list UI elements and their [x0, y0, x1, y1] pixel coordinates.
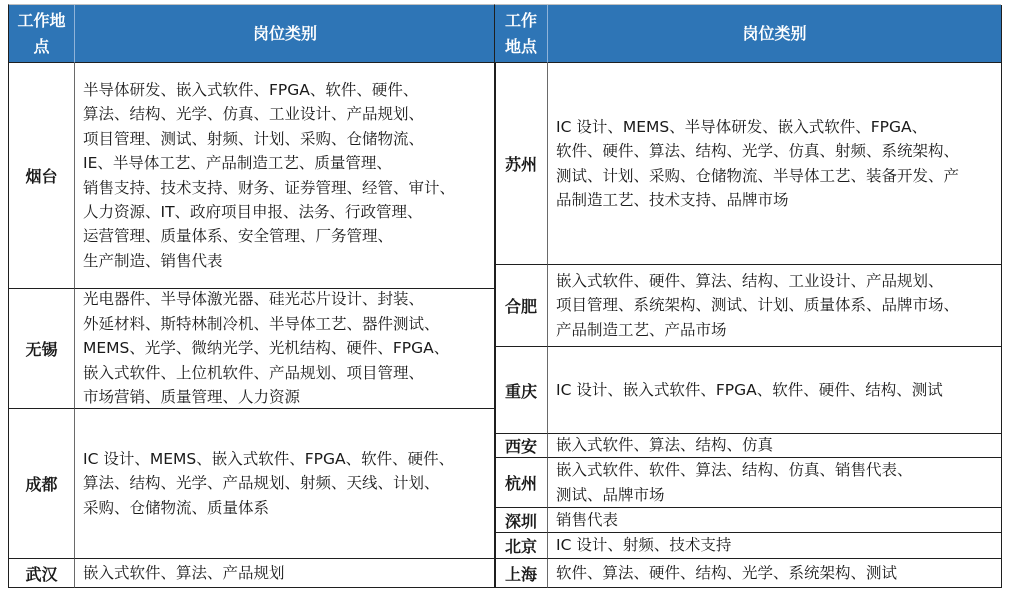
- category-cell: [75, 559, 496, 588]
- header-category-label: 岗位类别: [252, 23, 317, 43]
- category-line: 嵌入式软件、算法、结构、仿真: [556, 436, 774, 455]
- category-line: 人力资源、IT、政府项目申报、法务、行政管理、: [83, 202, 423, 221]
- category-cell: [548, 508, 1002, 533]
- location-cell: 北京: [495, 533, 548, 559]
- location-cell: 上海: [495, 559, 548, 588]
- category-line: 外延材料、斯特林制冷机、半导体工艺、器件测试、: [83, 314, 440, 333]
- category-cell: [548, 434, 1002, 458]
- location-cell: 杭州: [495, 458, 548, 508]
- category-cell: [548, 559, 1002, 588]
- location-cell: 西安: [495, 434, 548, 458]
- header-location-line: 地点: [504, 36, 537, 56]
- location-cell: 苏州: [495, 63, 548, 265]
- category-line: 嵌入式软件、上位机软件、产品规划、项目管理、: [83, 363, 425, 382]
- category-line: MEMS、光学、微纳光学、光机结构、硬件、FPGA、: [83, 339, 450, 358]
- left-location-table: [8, 4, 495, 588]
- category-line: 算法、结构、光学、仿真、工业设计、产品规划、: [83, 105, 425, 124]
- category-line: 测试、品牌市场: [556, 485, 665, 504]
- header-category: [548, 5, 1002, 63]
- header-location-line: 工作地: [17, 10, 66, 30]
- category-line: 生产制造、销售代表: [83, 251, 223, 270]
- header-category: [75, 5, 496, 63]
- category-line: 项目管理、系统架构、测试、计划、质量体系、品牌市场、: [556, 296, 960, 315]
- category-cell: [548, 458, 1002, 508]
- category-cell: [75, 63, 496, 289]
- location-cell: 深圳: [495, 508, 548, 533]
- category-line: 销售支持、技术支持、财务、证券管理、经管、审计、: [83, 178, 456, 197]
- location-cell: 武汉: [9, 559, 75, 588]
- category-cell: [548, 347, 1002, 434]
- category-line: IE、半导体工艺、产品制造工艺、质量管理、: [83, 154, 392, 173]
- category-line: 产品制造工艺、产品市场: [556, 320, 727, 339]
- category-line: IC 设计、MEMS、嵌入式软件、FPGA、软件、硬件、: [83, 449, 455, 468]
- category-line: 嵌入式软件、软件、算法、结构、仿真、销售代表、: [556, 461, 913, 480]
- header-category-label: 岗位类别: [742, 23, 807, 43]
- category-line: 嵌入式软件、算法、产品规划: [83, 563, 285, 582]
- category-line: 算法、结构、光学、产品规划、射频、天线、计划、: [83, 474, 440, 493]
- category-line: 销售代表: [556, 510, 619, 529]
- category-line: 品制造工艺、技术支持、品牌市场: [556, 190, 789, 209]
- header-location: [495, 5, 548, 63]
- category-cell: [548, 63, 1002, 265]
- header-location: [9, 5, 75, 63]
- category-line: 测试、计划、采购、仓储物流、半导体工艺、装备开发、产: [556, 166, 960, 185]
- category-line: 光电器件、半导体激光器、硅光芯片设计、封装、: [83, 290, 425, 309]
- category-line: IC 设计、嵌入式软件、FPGA、软件、硬件、结构、测试: [556, 380, 943, 399]
- category-line: 市场营销、质量管理、人力资源: [83, 388, 301, 407]
- location-cell: 成都: [9, 409, 75, 559]
- header-location-line: 工作: [504, 10, 537, 30]
- category-line: 采购、仓储物流、质量体系: [83, 498, 270, 517]
- category-cell: [75, 289, 496, 409]
- category-cell: [548, 533, 1002, 559]
- right-location-table: [494, 4, 1001, 588]
- location-cell: 重庆: [495, 347, 548, 434]
- location-cell: 烟台: [9, 63, 75, 289]
- category-line: IC 设计、MEMS、半导体研发、嵌入式软件、FPGA、: [556, 117, 928, 136]
- category-line: 运营管理、质量体系、安全管理、厂务管理、: [83, 227, 394, 246]
- location-cell: 合肥: [495, 265, 548, 347]
- header-location-line: 点: [33, 36, 50, 56]
- category-line: 半导体研发、嵌入式软件、FPGA、软件、硬件、: [83, 80, 419, 99]
- category-line: 项目管理、测试、射频、计划、采购、仓储物流、: [83, 129, 425, 148]
- location-cell: 无锡: [9, 289, 75, 409]
- category-cell: [75, 409, 496, 559]
- category-line: 软件、算法、硬件、结构、光学、系统架构、测试: [556, 563, 898, 582]
- category-line: 软件、硬件、算法、结构、光学、仿真、射频、系统架构、: [556, 142, 960, 161]
- category-cell: [548, 265, 1002, 347]
- category-line: IC 设计、射频、技术支持: [556, 536, 732, 555]
- category-line: 嵌入式软件、硬件、算法、结构、工业设计、产品规划、: [556, 271, 944, 290]
